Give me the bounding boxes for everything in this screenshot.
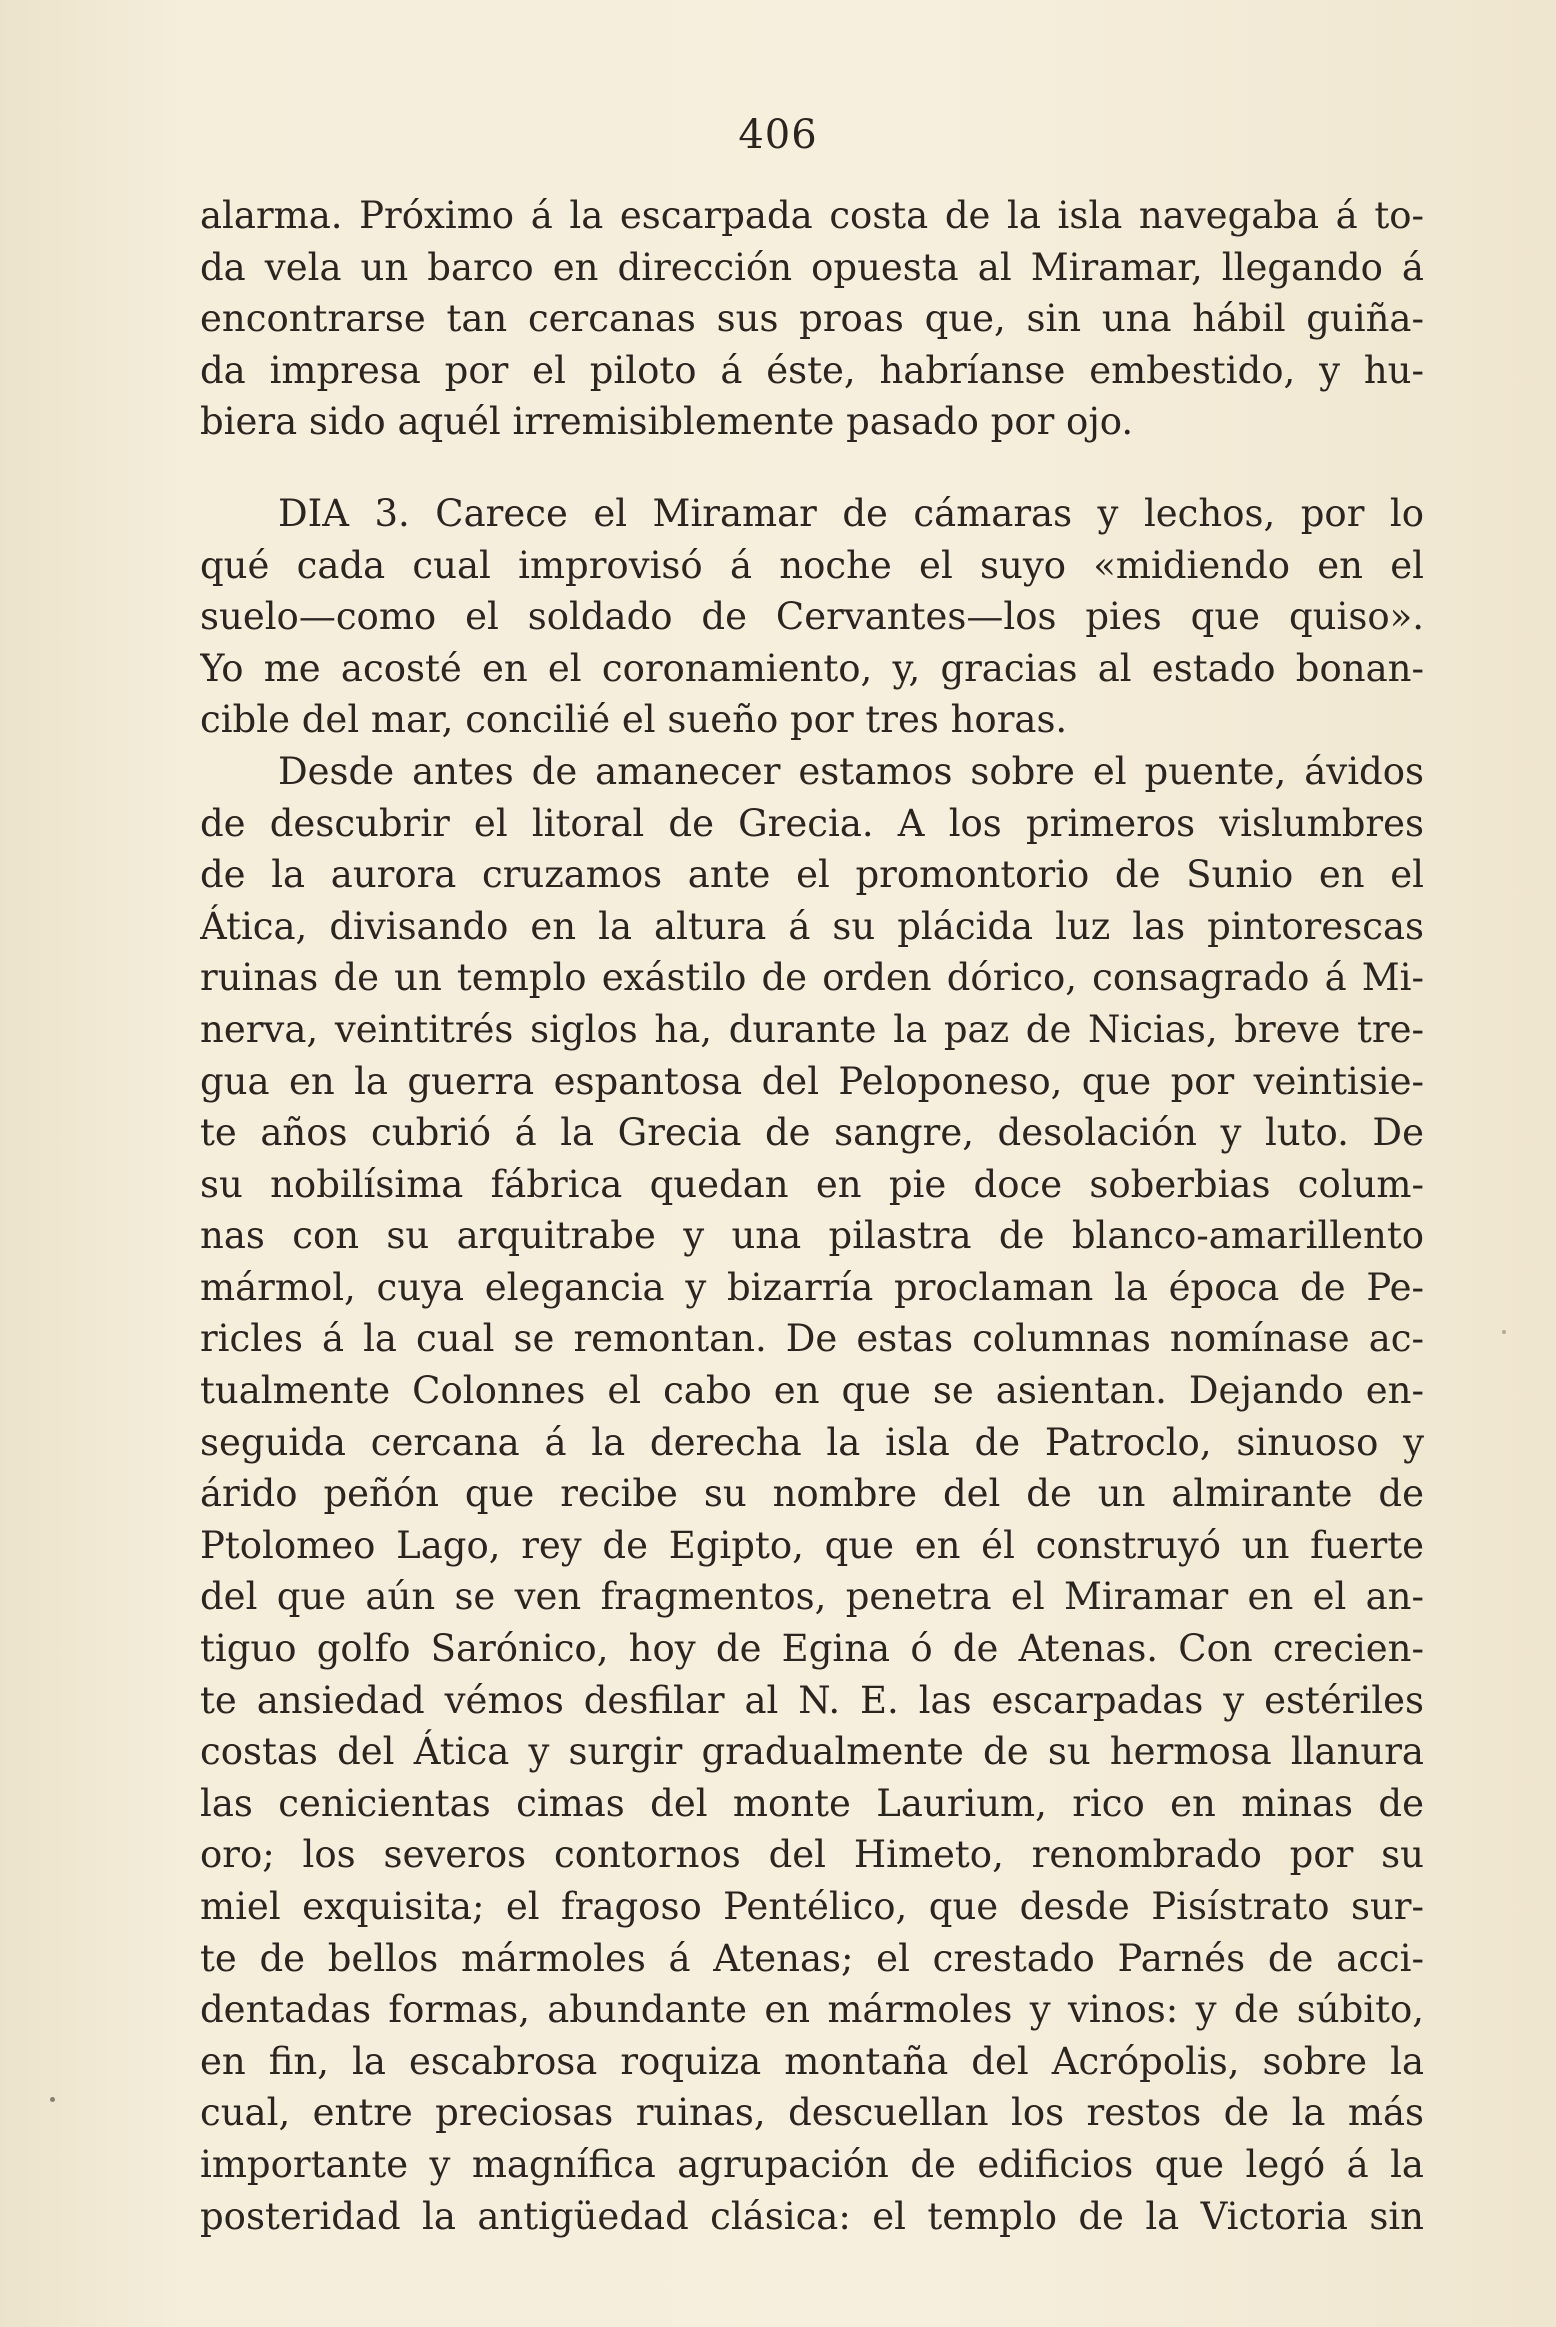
text-line: qué cada cual improvisó á noche el suyo «midiendo en el	[200, 543, 1424, 587]
text-line: te ansiedad vémos desfilar al N. E. las escarpadas y estériles	[200, 1678, 1424, 1722]
text-line: árido peñón que recibe su nombre del de un almirante de	[200, 1472, 1424, 1516]
text-line: te años cubrió á la Grecia de sangre, desolación y luto. De	[200, 1111, 1424, 1155]
text-line: tiguo golfo Sarónico, hoy de Egina ó de Atenas. Con crecien-	[200, 1627, 1424, 1671]
text-line: DIA 3. Carece el Miramar de cámaras y lechos, por lo	[278, 491, 1424, 535]
text-line: dentadas formas, abundante en mármoles y vinos: y de súbito,	[200, 1988, 1424, 2032]
text-line: de descubrir el litoral de Grecia. A los primeros vislumbres	[200, 801, 1424, 845]
text-line: nerva, veintitrés siglos ha, durante la paz de Nicias, breve tre-	[200, 1007, 1424, 1051]
text-line: del que aún se ven fragmentos, penetra el Miramar en el an-	[200, 1575, 1424, 1619]
text-line: de la aurora cruzamos ante el promontorio de Sunio en el	[200, 853, 1424, 897]
text-line: posteridad la antigüedad clásica: el templo de la Victoria sin	[200, 2194, 1424, 2238]
text-line: tualmente Colonnes el cabo en que se asientan. Dejando en-	[200, 1369, 1424, 1413]
text-line: importante y magnífica agrupación de edificios que legó á la	[200, 2142, 1424, 2186]
page-number: 406	[738, 112, 818, 158]
text-line: encontrarse tan cercanas sus proas que, sin una hábil guiña-	[200, 297, 1424, 341]
text-line: Yo me acosté en el coronamiento, y, gracias al estado bonan-	[200, 646, 1424, 690]
text-line: miel exquisita; el fragoso Pentélico, que desde Pisístrato sur-	[200, 1885, 1424, 1928]
text-line: las cenicientas cimas del monte Laurium, rico en minas de	[200, 1781, 1424, 1825]
text-line: ruinas de un templo exástilo de orden dórico, consagrado á Mi-	[200, 956, 1424, 1000]
text-line: biera sido aquél irremisiblemente pasado por ojo.	[200, 400, 1134, 444]
text-line: costas del Ática y surgir gradualmente de su hermosa llanura	[200, 1730, 1424, 1774]
text-line: nas con su arquitrabe y una pilastra de blanco-amarillento	[200, 1214, 1424, 1258]
text-line: seguida cercana á la derecha la isla de Patroclo, sinuoso y	[200, 1420, 1424, 1464]
text-line: mármol, cuya elegancia y bizarría proclaman la época de Pe-	[200, 1265, 1424, 1309]
text-line: alarma. Próximo á la escarpada costa de la isla navegaba á to-	[200, 194, 1424, 237]
text-line: Desde antes de amanecer estamos sobre el puente, ávidos	[278, 749, 1424, 793]
paper-speck	[1502, 1330, 1506, 1334]
text-line: Ptolomeo Lago, rey de Egipto, que en él construyó un fuerte	[200, 1523, 1424, 1567]
paper-speck	[50, 2097, 55, 2102]
text-line: suelo—como el soldado de Cervantes—los pies que quiso».	[200, 595, 1424, 639]
text-line: cible del mar, concilié el sueño por tres horas.	[200, 698, 1068, 742]
text-line: ricles á la cual se remontan. De estas columnas nomínase ac-	[200, 1317, 1424, 1361]
text-line: cual, entre preciosas ruinas, descuellan los restos de la más	[200, 2091, 1424, 2135]
text-line: te de bellos mármoles á Atenas; el crestado Parnés de acci-	[200, 1936, 1424, 1980]
text-line: da vela un barco en dirección opuesta al Miramar, llegando á	[200, 245, 1424, 289]
text-line: Ática, divisando en la altura á su plácida luz las pintorescas	[200, 904, 1424, 948]
text-line: su nobilísima fábrica quedan en pie doce soberbias colum-	[200, 1162, 1424, 1206]
text-line: oro; los severos contornos del Himeto, renombrado por su	[200, 1833, 1424, 1877]
text-line: gua en la guerra espantosa del Peloponeso, que por veintisie-	[200, 1059, 1424, 1103]
text-line: en fin, la escabrosa roquiza montaña del Acrópolis, sobre la	[200, 2039, 1424, 2083]
paragraph-gap	[200, 448, 1424, 488]
text-line: da impresa por el piloto á éste, habríanse embestido, y hu-	[200, 348, 1424, 392]
body-text	[200, 190, 1424, 2242]
